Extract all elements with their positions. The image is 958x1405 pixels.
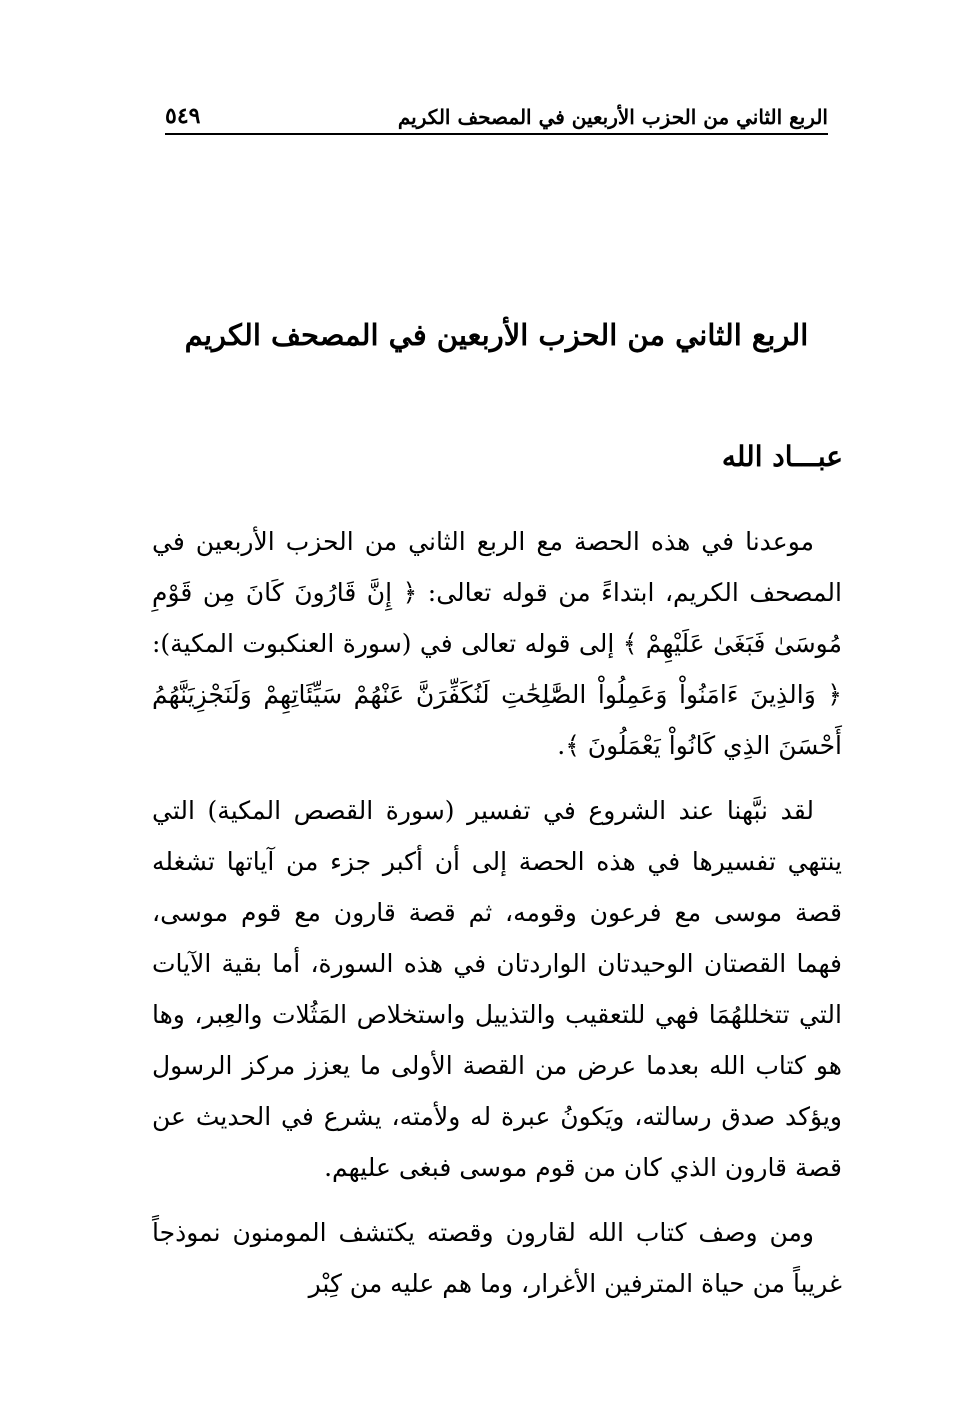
chapter-title: الربع الثاني من الحزب الأربعين في المصحف الكريم (184, 318, 809, 352)
section-heading: عبـــاد الله (721, 440, 843, 473)
running-title: الربع الثاني من الحزب الأربعين في المصحف الكريم (397, 105, 828, 129)
running-header (165, 93, 828, 135)
paragraph: موعدنا في هذه الحصة مع الربع الثاني من الحزب الأربعين في المصحف الكريم، ابتداءً من قوله تعالى: ﴿ إِنَّ قَارُونَ كَانَ مِن قَوْمِ مُوسَىٰ فَبَغَىٰ عَلَيْهِمْ ﴾ إلى قوله تعالى في (سورة العنكبوت المكية): ﴿ وَالذِينَ ءَامَنُواْ وَعَمِلُواْ الصَّٰلِحَٰتِ لَنُكَفِّرَنَّ عَنْهُمْ سَيِّئَاتِهِمْ وَلَنَجْزِيَنَّهُمُ أَحْسَنَ الذِي كَانُواْ يَعْمَلُونَ ﴾. (152, 527, 842, 760)
page-number: ٥٤٩ (165, 103, 201, 129)
paragraph: لقد نبَّهنا عند الشروع في تفسير (سورة القصص المكية) التي ينتهي تفسيرها في هذه الحصة إلى أن أكبر جزء من آياتها تشغله قصة موسى مع فرعون وقومه، ثم قصة قارون مع قوم موسى، فهما القصتان الوحيدتان الواردتان في هذه السورة، أما بقية الآيات التي تتخللهُمَا فهي للتعقيب والتذييل واستخلاص المَثُلات والعِبر، وها هو كتاب الله بعدما عرض من القصة الأولى ما يعزز مركز الرسول ويؤكد صدق رسالته، ويَكونُ عبرة له ولأمته، يشرع في الحديث عن قصة قارون الذي كان من قوم موسى فبغى عليهم. (152, 796, 842, 1182)
paragraph: ومن وصف كتاب الله لقارون وقصته يكتشف المومنون نموذجاً غريباً من حياة المترفين الأغرار، وما هم عليه من كِبْر (152, 1218, 842, 1298)
body-text (152, 516, 842, 1323)
